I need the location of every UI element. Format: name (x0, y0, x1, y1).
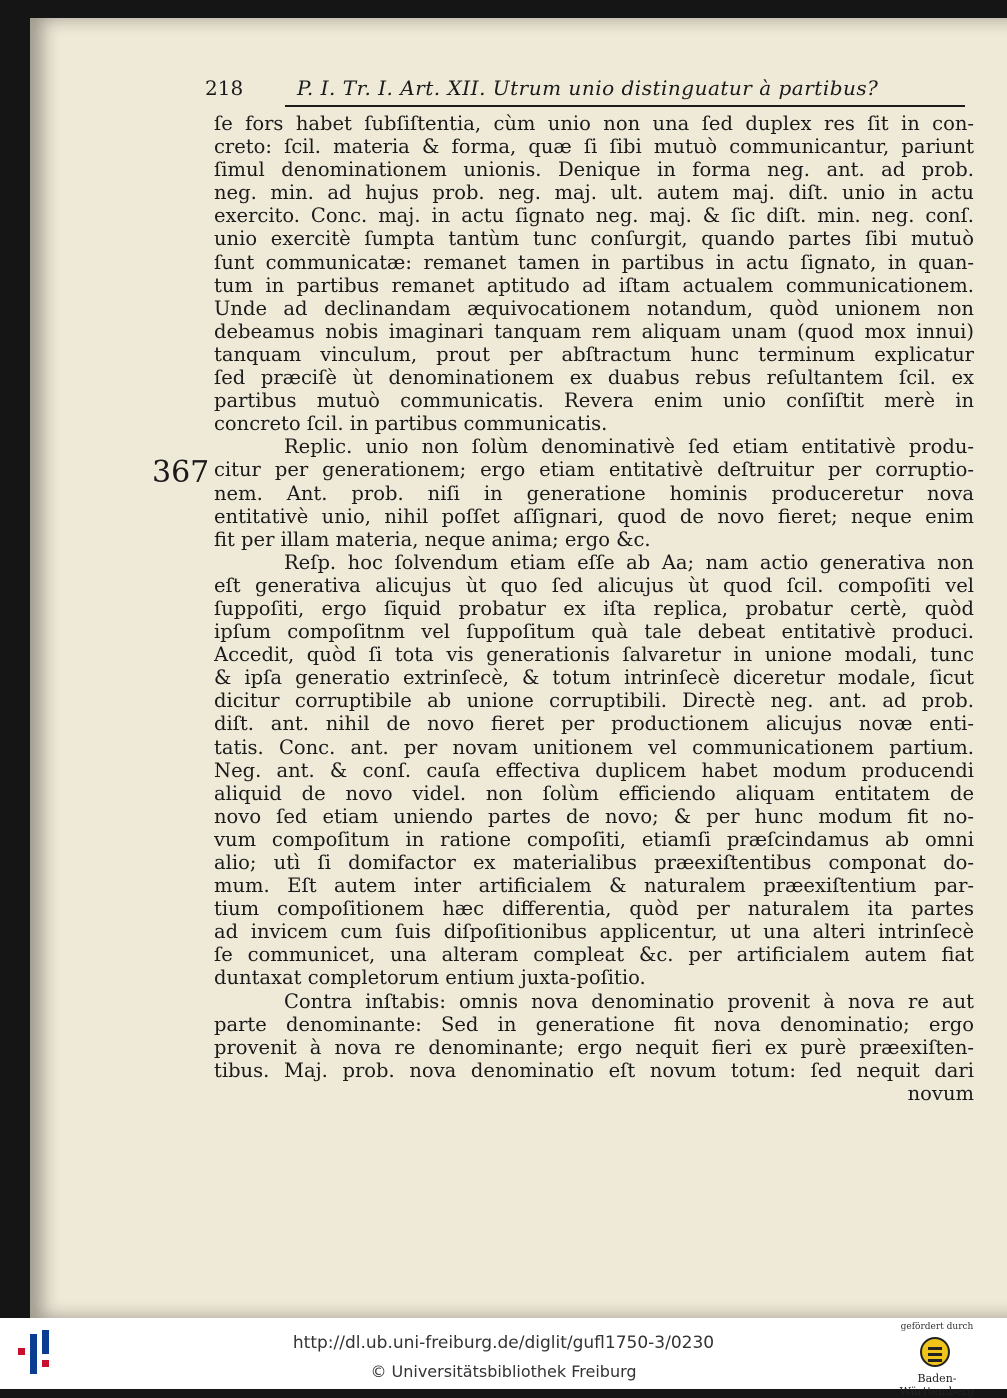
text-line: duntaxat completorum entium juxta-poſitio. (214, 966, 646, 990)
text-line: debeamus nobis imaginari tanquam rem aliquam unam (quod mox innui) (214, 319, 974, 343)
text-line: ſimul denominationem unionis. Denique in forma neg. ant. ad prob. (214, 158, 974, 182)
text-line: entitativè unio, nihil poſſet aſſignari, quod de novo fieret; neque enim (214, 504, 974, 528)
text-line: dicitur corruptibile ab unione corruptibili. Directè neg. ant. ad prob. (214, 689, 974, 713)
text-line: neg. min. ad hujus prob. neg. maj. ult. autem maj. diſt. unio in actu (214, 181, 974, 205)
header-rule (285, 105, 965, 107)
text-line: concreto ſcil. in partibus communicatis. (214, 412, 608, 436)
sponsor-caption: gefördert durch (900, 1322, 974, 1332)
text-line: citur per generationem; ergo etiam entitativè deſtruitur per corruptio- (214, 458, 974, 482)
text-line: ſe communicet, una alteram compleat &c. per artificialem autem fiat (214, 943, 974, 967)
running-title: P. I. Tr. I. Art. XII. Utrum unio distinguatur à partibus? (297, 76, 879, 100)
sponsor-name: Baden-Württemberg (899, 1372, 975, 1398)
page-number: 218 (205, 76, 244, 100)
text-line: Accedit, quòd ſi tota vis generationis ſalvaretur in unione modali, tunc (214, 643, 974, 667)
text-line: tatis. Conc. ant. per novam unitionem vel communicationem partium. (214, 735, 974, 759)
text-line: partibus mutuò communicatis. Revera enim unio conſiſtit merè in (214, 389, 974, 413)
text-line: ſed præciſè ùt denominationem ex duabus rebus reſultantem ſcil. ex (214, 366, 974, 390)
sponsor-block (882, 1320, 992, 1398)
state-crest-icon (920, 1337, 950, 1367)
text-line: tibus. Maj. prob. nova denominatio eſt novum totum: ſed nequit dari (214, 1058, 974, 1082)
text-line: Contra inſtabis: omnis nova denominatio provenit à nova re aut (284, 989, 974, 1013)
text-line: ſunt communicatæ: remanet tamen in partibus in actu ſignato, in quan- (214, 250, 974, 274)
text-line: provenit à nova re denominante; ergo nequit fieri ex purè præexiſten- (214, 1035, 974, 1059)
text-line: Reſp. hoc ſolvendum etiam eſſe ab Aa; nam actio generativa non (284, 550, 974, 574)
text-line: unio exercitè ſumpta tantùm tunc conſurgit, quando partes ſibi mutuò (214, 227, 974, 251)
text-line: diſt. ant. nihil de novo fieret per productionem alicujus novæ enti- (214, 712, 974, 736)
page-header (205, 76, 975, 106)
text-line: nem. Ant. prob. niſi in generatione hominis produceretur nova (214, 481, 974, 505)
text-line: eſt generativa alicujus ùt quo ſed alicujus ùt quod ſcil. compoſiti vel (214, 573, 974, 597)
text-line: Replic. unio non ſolùm denominativè ſed etiam entitativè produ- (284, 435, 974, 459)
text-line: ſe fors habet ſubſiſtentia, cùm unio non una ſed duplex res ſit in con- (214, 112, 974, 135)
text-line: & ipſa generatio extrinſecè, & totum intrinſecè diceretur modale, ſicut (214, 666, 974, 690)
text-line: exercito. Conc. maj. in actu ſignato neg. maj. & ſic diſt. min. neg. conſ. (214, 204, 974, 228)
text-line: ad invicem cum ſuis diſpoſitionibus applicentur, ut una alteri intrinſecè (214, 920, 974, 944)
text-line: fit per illam materia, neque anima; ergo &c. (214, 527, 651, 551)
marginal-number: 367 (152, 455, 210, 490)
body-text (214, 112, 974, 1105)
text-line: Neg. ant. & conſ. cauſa effectiva duplicem habet modum producendi (214, 758, 974, 782)
copyright-notice: © Universitätsbibliothek Freiburg (370, 1362, 637, 1381)
text-line: tanquam vinculum, prout per abſtractum hunc terminum explicatur (214, 342, 974, 366)
text-line: Unde ad declinandam æquivocationem notandum, quòd unionem non (214, 296, 974, 320)
text-line: vum compoſitum in ratione compoſiti, etiamſi præſcindamus ab omni (214, 827, 974, 851)
text-line: novo ſed etiam uniendo partes de novo; & per hunc modum fit no- (214, 804, 974, 828)
text-line: ipſum compoſitnm vel ſuppoſitum quà tale debeat entitativè produci. (214, 620, 974, 644)
text-line: parte denominante: Sed in generatione fit nova denominatio; ergo (214, 1012, 974, 1036)
text-line: mum. Eſt autem inter artificialem & naturalem præexiſtentium par- (214, 874, 974, 898)
text-line: tum in partibus remanet aptitudo ad iſtam actualem communicationem. (214, 273, 974, 297)
text-line: creto: ſcil. materia & forma, quæ ſi ſibi mutuò communicantur, pariunt (214, 135, 974, 159)
permalink-url[interactable]: http://dl.ub.uni-freiburg.de/diglit/gufl1750-3/0230 (292, 1333, 715, 1353)
text-line: tium compoſitionem hæc differentia, quòd per naturalem ita partes (214, 897, 974, 921)
text-line: ſuppoſiti, ergo ſiquid probatur ex iſta replica, probatur certè, quòd (214, 596, 974, 620)
text-line: aliquid de novo videl. non ſolùm efficiendo aliquam entitatem de (214, 781, 974, 805)
catchword: novum (907, 1081, 974, 1105)
text-line: alio; utì ſi domifactor ex materialibus præexiſtentibus componat do- (214, 851, 974, 874)
